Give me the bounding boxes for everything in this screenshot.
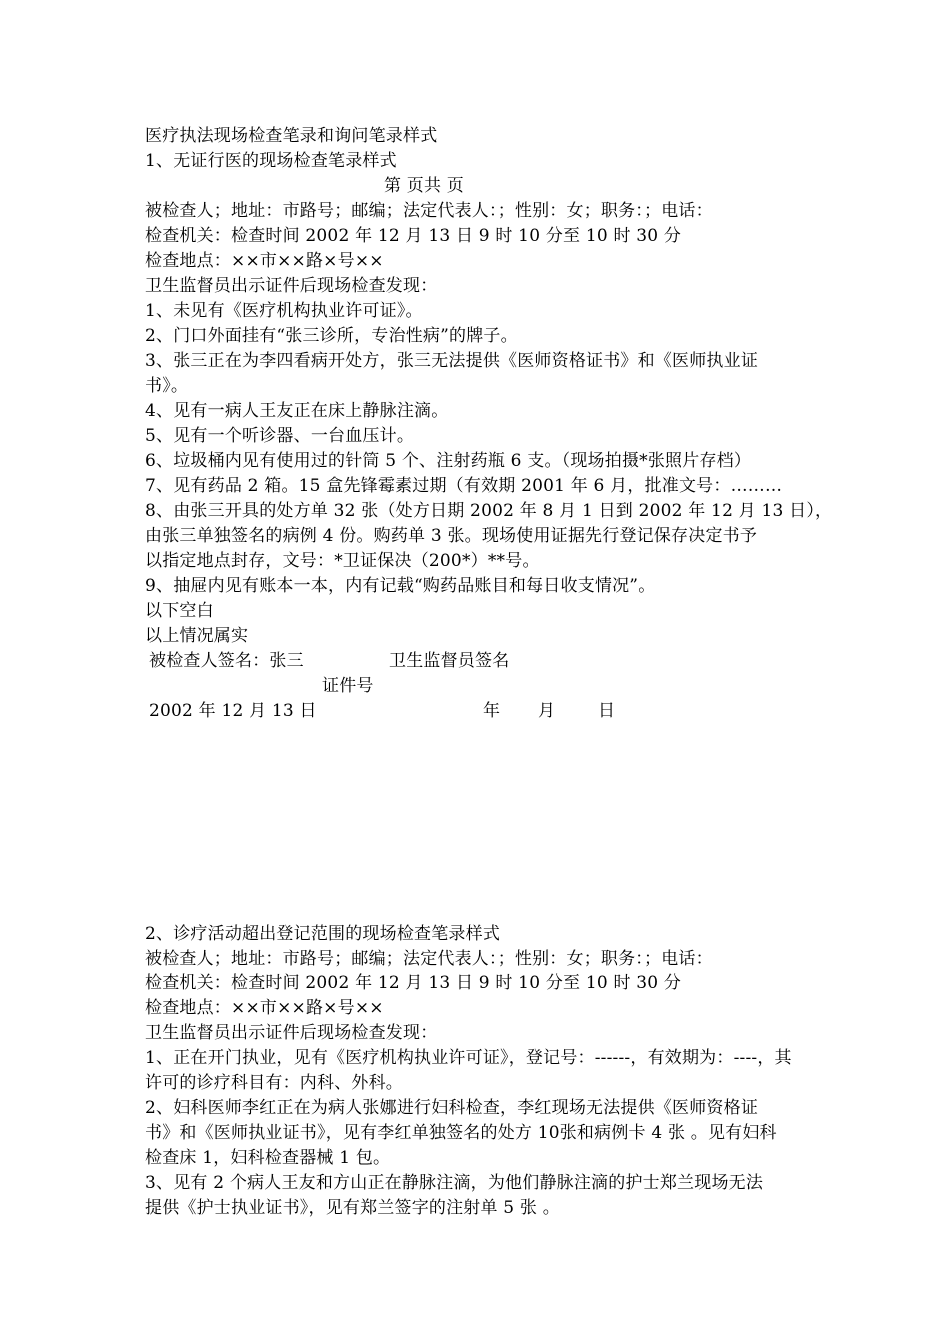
section2-agency-line: 检查机关：检查时间 2002 年 12 月 13 日 9 时 10 分至 10 时 30 分 — [145, 973, 682, 993]
inspector-date-year: 年 — [483, 701, 501, 721]
blank-note: 以下空白 — [145, 601, 214, 621]
section1-finding: 6、垃圾桶内见有使用过的针筒 5 个、注射药瓶 6 支。（现场拍摄*张照片存档） — [145, 451, 752, 471]
section1-finding: 5、见有一个听诊器、一台血压计。 — [145, 426, 415, 446]
inspectee-signature: 被检查人签名：张三 — [149, 651, 304, 671]
section1-finding: 3、张三正在为李四看病开处方，张三无法提供《医师资格证书》和《医师执业证 — [145, 351, 759, 371]
section1-finding: 8、由张三开具的处方单 32 张（处方日期 2002 年 8 月 1 日到 2002 年 12 月 13 日）， — [145, 501, 833, 521]
section2-finding: 提供《护士执业证书》，见有郑兰签字的注射单 5 张 。 — [145, 1198, 560, 1218]
inspectee-date: 2002 年 12 月 13 日 — [149, 701, 317, 721]
section2-inspectee-line: 被检查人；地址：市路号；邮编；法定代表人：；性别：女；职务：；电话： — [145, 949, 713, 969]
inspector-signature: 卫生监督员签名 — [389, 651, 510, 671]
inspector-date-day: 日 — [598, 701, 616, 721]
section2-finding: 3、见有 2 个病人王友和方山正在静脉注滴，为他们静脉注滴的护士郑兰现场无法 — [145, 1173, 764, 1193]
section2-finding: 1、正在开门执业，见有《医疗机构执业许可证》，登记号：------，有效期为：----，其 — [145, 1048, 792, 1068]
section2-finding: 许可的诊疗科目有：内科、外科。 — [145, 1073, 403, 1093]
cert-number-label: 证件号 — [322, 676, 374, 696]
confirm-note: 以上情况属实 — [145, 626, 249, 646]
section2-location-line: 检查地点：××市××路×号×× — [145, 998, 384, 1018]
inspector-date-month: 月 — [538, 701, 556, 721]
section2-finding: 2、妇科医师李红正在为病人张娜进行妇科检查，李红现场无法提供《医师资格证 — [145, 1098, 759, 1118]
section1-finding: 1、未见有《医疗机构执业许可证》。 — [145, 301, 423, 321]
section1-agency-line: 检查机关：检查时间 2002 年 12 月 13 日 9 时 10 分至 10 时 30 分 — [145, 226, 682, 246]
section1-finding: 以指定地点封存，文号：*卫证保决（200*）**号。 — [145, 551, 540, 571]
section1-finding: 2、门口外面挂有“张三诊所，专治性病”的牌子。 — [145, 326, 518, 346]
section1-heading: 1、无证行医的现场检查笔录样式 — [145, 151, 397, 171]
section1-finding: 书》。 — [145, 376, 189, 396]
section1-finding: 4、见有一病人王友正在床上静脉注滴。 — [145, 401, 449, 421]
section2-finding: 检查床 1，妇科检查器械 1 包。 — [145, 1148, 391, 1168]
section1-finding: 由张三单独签名的病例 4 份。购药单 3 张。现场使用证据先行登记保存决定书予 — [145, 526, 758, 546]
section1-intro: 卫生监督员出示证件后现场检查发现： — [145, 276, 438, 296]
section1-finding: 7、见有药品 2 箱。15 盒先锋霉素过期（有效期 2001 年 6 月，批准文号：……… — [145, 476, 783, 496]
section1-location-line: 检查地点：××市××路×号×× — [145, 251, 384, 271]
section2-finding: 书》和《医师执业证书》，见有李红单独签名的处方 10张和病例卡 4 张 。见有妇科 — [145, 1123, 777, 1143]
page-count: 第 页共 页 — [384, 176, 465, 196]
section1-finding: 9、抽屉内见有账本一本，内有记载“购药品账目和每日收支情况”。 — [145, 576, 656, 596]
document-title: 医疗执法现场检查笔录和询问笔录样式 — [145, 126, 438, 146]
section2-intro: 卫生监督员出示证件后现场检查发现： — [145, 1023, 438, 1043]
section1-inspectee-line: 被检查人；地址：市路号；邮编；法定代表人：；性别：女；职务：；电话： — [145, 201, 713, 221]
section2-heading: 2、诊疗活动超出登记范围的现场检查笔录样式 — [145, 924, 501, 944]
